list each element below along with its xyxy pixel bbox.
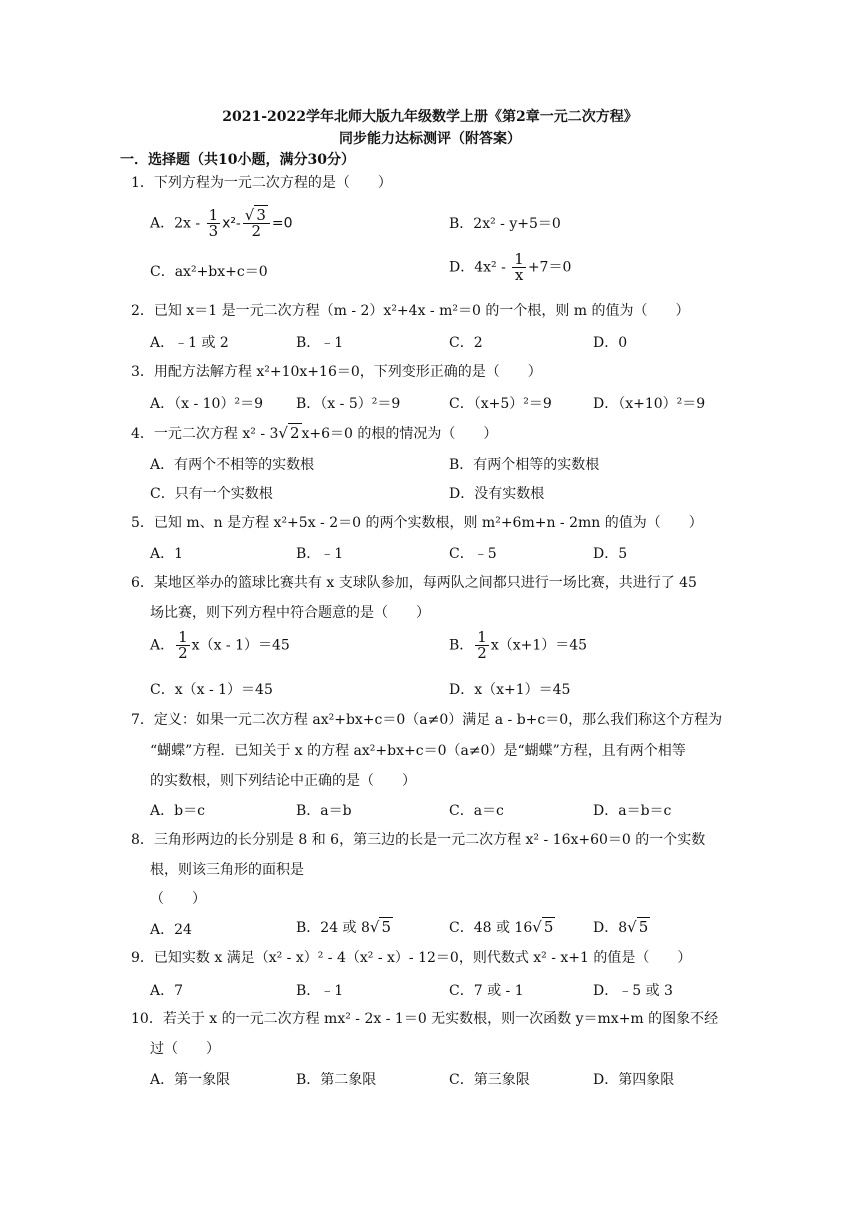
question-3-option-b: B．（x - 5）²＝9 (296, 396, 401, 412)
question-1-option-d: D．4x² - $\frac{1}{x}$ +7＝0 (449, 250, 572, 284)
fraction: $\frac{1}{x}$ (514, 250, 524, 284)
square-root: √ 5 (627, 918, 649, 936)
question-10-option-a: A．第一象限 (150, 1072, 231, 1088)
document-title: 2021-2022学年北师大版九年级数学上册《第2章一元二次方程》 (222, 109, 638, 125)
question-2-option-c: C．2 (449, 335, 483, 351)
question-6-option-b: B． $\frac{1}{2}$ x（x+1）＝45 (449, 628, 588, 662)
question-3-option-a: A．（x - 10）²＝9 (150, 396, 263, 412)
question-4-stem: 4．一元二次方程 x² - 3√ 2 x+6＝0 的根的情况为（ ） (131, 418, 731, 450)
question-1-option-a: A．2x - $\frac{1}{3}$ x²- $\frac{√ 3}{2}$ =0 (150, 206, 293, 240)
question-10-option-c: C．第三象限 (449, 1072, 530, 1088)
question-8-option-a: A．24 (150, 922, 192, 938)
question-3-option-d: D．（x+10）²＝9 (593, 396, 706, 412)
question-6-stem-line2: 场比赛，则下列方程中符合题意的是（ ） (150, 605, 430, 621)
question-6-option-c: C．x（x - 1）＝45 (150, 682, 273, 698)
question-9-option-b: B．﹣1 (296, 983, 344, 999)
question-9-option-c: C．7 或 - 1 (449, 983, 524, 999)
question-6-option-d: D．x（x+1）＝45 (449, 682, 571, 698)
question-1-option-c: C．ax²+bx+c＝0 (150, 264, 268, 280)
square-root: √ 2 (278, 424, 300, 442)
question-8-stem-line3: （ ） (150, 891, 206, 907)
document-subtitle: 同步能力达标测评（附答案） (339, 131, 521, 147)
question-9-option-a: A．7 (150, 983, 184, 999)
question-8-stem-line1: 8．三角形两边的长分别是 8 和 6，第三边的长是一元二次方程 x² - 16x+60＝0 的一个实数 (131, 832, 706, 848)
question-7-option-d: D．a＝b＝c (593, 803, 672, 819)
fraction: $\frac{1}{2}$ (178, 628, 188, 662)
fraction: $\frac{1}{2}$ (477, 628, 487, 662)
question-5-option-c: C．﹣5 (449, 546, 497, 562)
question-4-option-a: A．有两个不相等的实数根 (150, 457, 315, 473)
fraction: $\frac{1}{3}$ (208, 206, 219, 240)
question-7-option-a: A．b＝c (150, 803, 205, 819)
question-8-option-d: D．8√ 5 (593, 918, 649, 936)
question-5-option-a: A．1 (150, 546, 184, 562)
question-3-stem: 3．用配方法解方程 x²+10x+16＝0，下列变形正确的是（ ） (131, 364, 542, 380)
question-7-stem-line1: 7．定义：如果一元二次方程 ax²+bx+c＝0（a≠0）满足 a - b+c＝0，那么我们称这个方程为 (131, 712, 723, 728)
section-heading: 一．选择题（共10小题，满分30分） (120, 152, 355, 168)
question-1-stem: 1．下列方程为一元二次方程的是（ ） (131, 175, 392, 191)
question-4-option-b: B．有两个相等的实数根 (449, 457, 600, 473)
question-2-stem: 2．已知 x＝1 是一元二次方程（m - 2）x²+4x - m²＝0 的一个根，则 m 的值为（ ） (131, 303, 690, 319)
question-10-stem-line1: 10．若关于 x 的一元二次方程 mx² - 2x - 1＝0 无实数根，则一次函数 y＝mx+m 的图象不经 (131, 1011, 719, 1027)
question-9-option-d: D．﹣5 或 3 (593, 983, 673, 999)
question-2-option-a: A．﹣1 或 2 (150, 335, 229, 351)
question-6-option-a: A． $\frac{1}{2}$ x（x - 1）＝45 (150, 628, 290, 662)
question-7-option-b: B．a＝b (296, 803, 352, 819)
question-10-option-b: B．第二象限 (296, 1072, 377, 1088)
question-2-option-d: D．0 (593, 335, 628, 351)
question-9-stem: 9．已知实数 x 满足（x² - x）² - 4（x² - x）- 12＝0，则代数式 x² - x+1 的值是（ ） (131, 950, 692, 966)
question-5-option-b: B．﹣1 (296, 546, 344, 562)
question-10-stem-line2: 过（ ） (150, 1041, 220, 1057)
question-2-option-b: B．﹣1 (296, 335, 344, 351)
square-root: √ 5 (369, 918, 392, 936)
question-8-stem-line2: 根，则该三角形的面积是 (150, 862, 304, 878)
question-1-option-b: B．2x² - y+5＝0 (449, 216, 561, 232)
question-8-option-b: B．24 或 8√ 5 (296, 918, 392, 936)
question-10-option-d: D．第四象限 (593, 1072, 675, 1088)
question-7-stem-line3: 的实数根，则下列结论中正确的是（ ） (150, 773, 416, 789)
square-root: √ 5 (532, 918, 554, 936)
fraction: $\frac{√ 3}{2}$ (243, 208, 270, 239)
question-3-option-c: C．（x+5）²＝9 (449, 396, 552, 412)
question-5-stem: 5．已知 m、n 是方程 x²+5x - 2＝0 的两个实数根，则 m²+6m+n - 2mn 的值为（ ） (131, 515, 703, 531)
question-4-option-c: C．只有一个实数根 (150, 486, 273, 502)
question-6-stem-line1: 6．某地区举办的篮球比赛共有 x 支球队参加，每两队之间都只进行一场比赛，共进行了 45 (131, 575, 697, 591)
question-7-option-c: C．a＝c (449, 803, 504, 819)
question-7-stem-line2: “蝴蝶”方程．已知关于 x 的方程 ax²+bx+c＝0（a≠0）是“蝴蝶”方程，且有两个相等 (150, 743, 686, 759)
question-4-option-d: D．没有实数根 (449, 486, 545, 502)
question-5-option-d: D．5 (593, 546, 628, 562)
question-8-option-c: C．48 或 16√ 5 (449, 918, 554, 936)
